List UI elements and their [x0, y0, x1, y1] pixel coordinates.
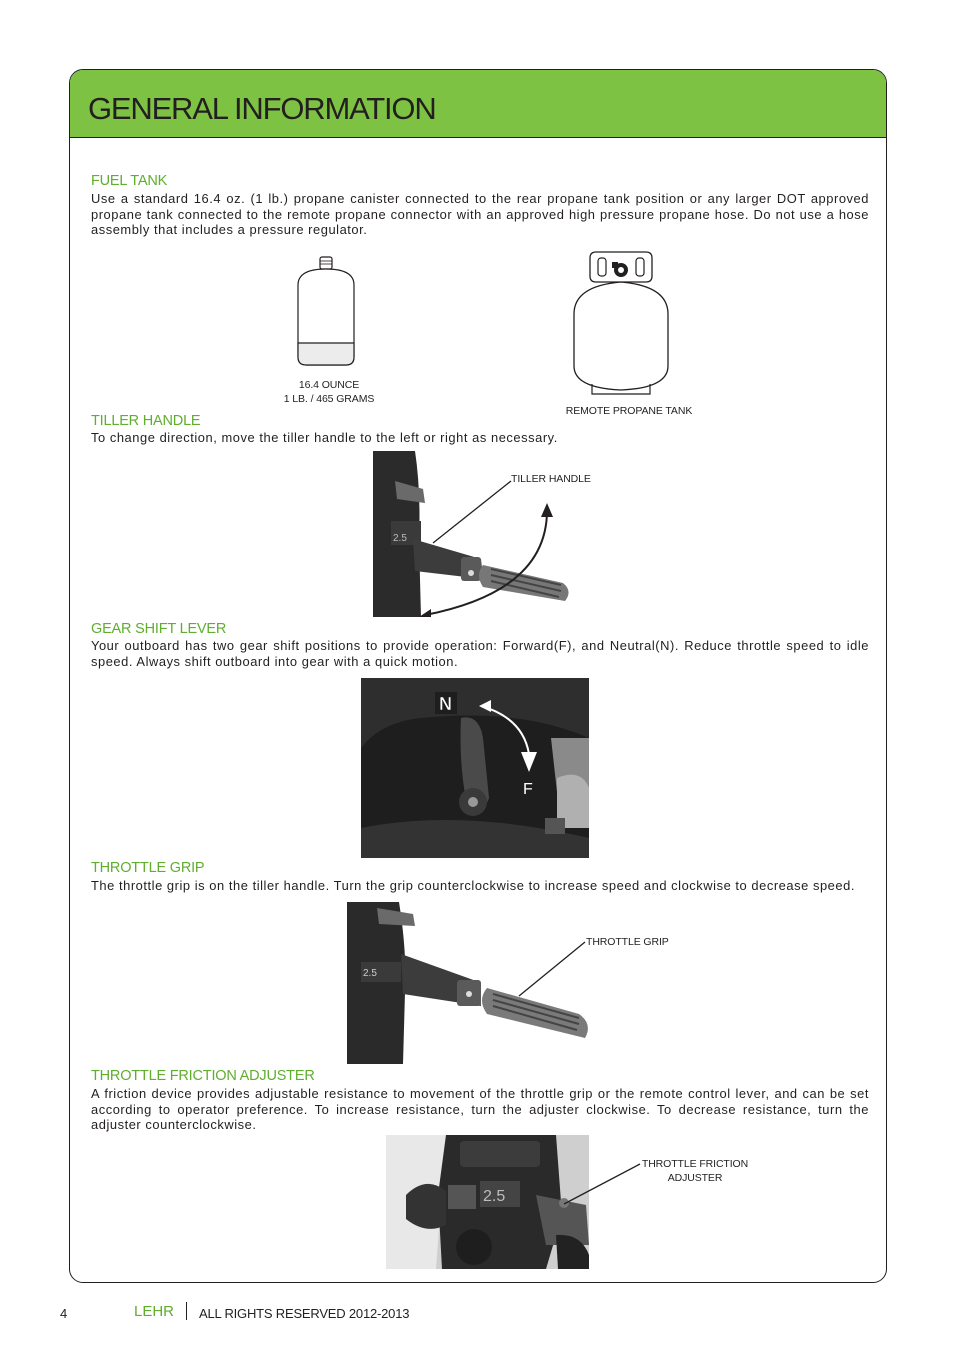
- friction-adjuster-callout: THROTTLE FRICTION ADJUSTER: [641, 1158, 749, 1184]
- fuel-tank-text: Use a standard 16.4 oz. (1 lb.) propane canister connected to the rear propane tank position or any larger DOT approved propane tank connected to the remote propane connector with an approved high pressure propane hose. Do not use a hose assembly that includes a pressure regulator.: [91, 191, 869, 238]
- tiller-handle-text: To change direction, move the tiller handle to the left or right as necessary.: [91, 430, 558, 445]
- brand-name: LEHR: [134, 1303, 175, 1320]
- friction-adjuster-heading: THROTTLE FRICTION ADJUSTER: [91, 1068, 315, 1084]
- friction-adjuster-photo: [386, 1135, 589, 1269]
- throttle-grip-heading: THROTTLE GRIP: [91, 860, 205, 876]
- throttle-grip-photo: [347, 902, 597, 1064]
- throttle-grip-callout: THROTTLE GRIP: [586, 936, 669, 948]
- gear-shift-heading: GEAR SHIFT LEVER: [91, 621, 227, 637]
- canister-caption: 16.4 OUNCE 1 LB. / 465 GRAMS: [283, 379, 375, 405]
- propane-canister-illustration: [290, 255, 360, 369]
- forward-label: F: [523, 781, 533, 798]
- gear-shift-text: Your outboard has two gear shift positions to provide operation: Forward(F), and Neutral(N). Reduce throttle speed to idle speed. Always shift outboard into gear with a quick motion.: [91, 638, 869, 669]
- throttle-grip-text: The throttle grip is on the tiller handle. Turn the grip counterclockwise to increase speed and clockwise to decrease speed.: [91, 878, 855, 893]
- remote-tank-caption: REMOTE PROPANE TANK: [565, 405, 693, 417]
- page-number: 4: [60, 1306, 68, 1321]
- neutral-label: N: [439, 694, 452, 714]
- friction-adjuster-callout-line: [560, 1160, 642, 1208]
- svg-text:2.5: 2.5: [363, 968, 377, 979]
- remote-propane-tank-illustration: [568, 248, 674, 396]
- gear-shift-photo: [361, 678, 589, 858]
- copyright-notice: ALL RIGHTS RESERVED 2012-2013: [199, 1306, 410, 1321]
- svg-text:2.5: 2.5: [483, 1188, 506, 1205]
- tiller-handle-callout: TILLER HANDLE: [511, 473, 591, 485]
- footer-divider: [186, 1302, 187, 1320]
- page-title: GENERAL INFORMATION: [88, 91, 436, 126]
- fuel-tank-heading: FUEL TANK: [91, 173, 168, 189]
- friction-adjuster-text: A friction device provides adjustable resistance to movement of the throttle grip or the remote control lever, and can be set according to operator preference. To increase resistance, turn the adjuster clockwise. To decrease resistance, turn the adjuster counterclockwise.: [91, 1086, 869, 1133]
- title-banner: [70, 70, 886, 138]
- tiller-handle-heading: TILLER HANDLE: [91, 413, 201, 429]
- svg-text:2.5: 2.5: [393, 533, 407, 544]
